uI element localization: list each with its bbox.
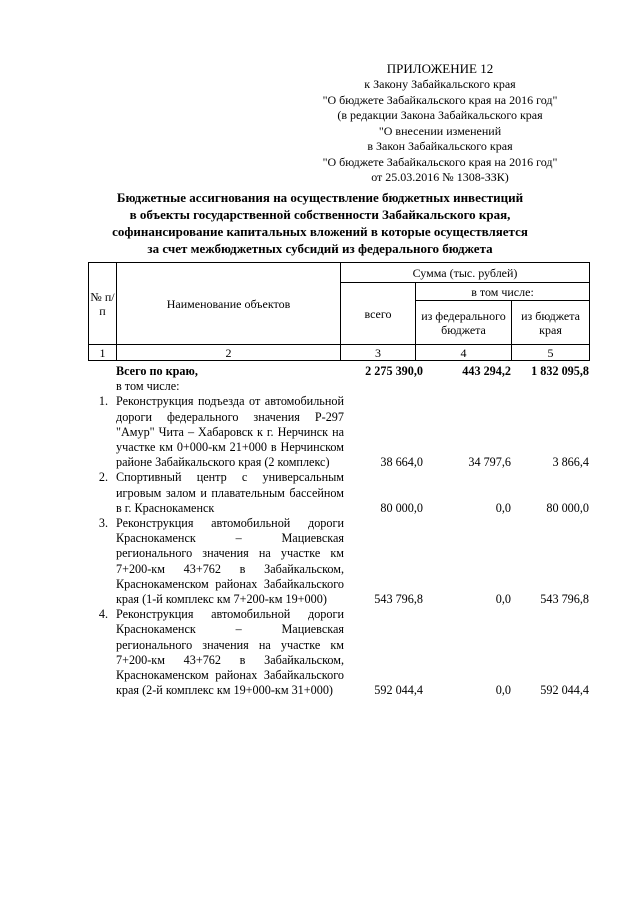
total-label: Всего по краю, — [116, 364, 198, 378]
appendix-line: "О бюджете Забайкальского края на 2016 год" — [322, 154, 558, 169]
appendix-line: "О бюджете Забайкальского края на 2016 год" — [322, 92, 558, 107]
table-row — [88, 470, 589, 516]
col-number: 3 — [341, 345, 416, 361]
row-federal: 0,0 — [495, 500, 511, 515]
row-federal: 0,0 — [495, 592, 511, 607]
total-row — [88, 364, 589, 379]
header-federal: из федерального бюджета — [416, 301, 512, 345]
heading-line: софинансирование капитальных вложений в которые осуществляется — [112, 224, 528, 239]
row-regional: 543 796,8 — [540, 592, 589, 607]
row-total: 80 000,0 — [380, 500, 423, 515]
row-number: 2. — [98, 470, 108, 485]
row-regional: 592 044,4 — [540, 683, 589, 698]
row-total: 592 044,4 — [374, 683, 423, 698]
appendix-line: в Закон Забайкальского края — [367, 139, 513, 153]
document-heading — [90, 189, 550, 257]
header-regional: из бюджета края — [512, 301, 590, 345]
row-federal: 34 797,6 — [468, 455, 511, 470]
table-row — [88, 394, 589, 470]
row-regional: 3 866,4 — [552, 455, 589, 470]
header-num: № п/п — [89, 263, 117, 345]
table-row — [88, 516, 589, 607]
heading-line: за счет межбюджетных субсидий из федерального бюджета — [147, 241, 493, 256]
row-name: Реконструкция автомобильной дороги Краснокаменск – Мациевская регионального значения на участке км 7+200-км 43+762 в Забайкальском, Краснокаменском районах Забайкальского края (1-й комплекс км 7+200-км 19+000) — [116, 516, 344, 607]
appendix-title: ПРИЛОЖЕНИЕ 12 — [386, 61, 494, 76]
header-including: в том числе: — [416, 283, 590, 301]
col-number: 2 — [117, 345, 341, 361]
total-federal: 443 294,2 — [462, 364, 511, 378]
row-name: Реконструкция автомобильной дороги Краснокаменск – Мациевская регионального значения на участке км 7+200-км 43+762 в Забайкальском, Краснокаменском районах Забайкальского края (2-й комплекс км 19+000-км 31+000) — [116, 607, 344, 698]
total-value: 2 275 390,0 — [365, 364, 423, 378]
table-header — [88, 262, 590, 361]
table-row — [88, 607, 589, 698]
header-total: всего — [341, 283, 416, 345]
row-total: 543 796,8 — [374, 592, 423, 607]
header-sum: Сумма (тыс. рублей) — [341, 263, 590, 283]
row-name: Спортивный центр с универсальным игровым залом и плавательным бассейном в г. Краснокаменск — [116, 470, 344, 515]
row-name: Реконструкция подъезда от автомобильной дороги федерального значения Р-297 "Амур" Чита – Хабаровск к г. Нерчинск на участке км 0+000-км 21+000 в Нерчинском районе Забайкальского края (2 комплекс) — [116, 394, 344, 470]
col-number: 1 — [89, 345, 117, 361]
col-number: 5 — [512, 345, 590, 361]
row-number: 1. — [98, 394, 108, 409]
heading-line: в объекты государственной собственности Забайкальского края, — [129, 207, 511, 222]
row-total: 38 664,0 — [380, 455, 423, 470]
row-number: 4. — [98, 607, 108, 622]
row-regional: 80 000,0 — [546, 500, 589, 515]
table-body — [88, 364, 589, 698]
header-name: Наименование объектов — [117, 263, 341, 345]
heading-line: Бюджетные ассигнования на осуществление бюджетных инвестиций — [116, 190, 524, 205]
row-number: 3. — [98, 516, 108, 531]
appendix-line: к Закону Забайкальского края — [364, 77, 516, 91]
row-federal: 0,0 — [495, 683, 511, 698]
appendix-line: "О внесении изменений — [378, 123, 502, 138]
total-regional: 1 832 095,8 — [531, 364, 589, 378]
appendix-line: от 25.03.2016 № 1308-ЗЗК) — [371, 170, 509, 184]
appendix-block — [290, 60, 590, 186]
including-label: в том числе: — [116, 379, 180, 394]
col-number: 4 — [416, 345, 512, 361]
appendix-line: (в редакции Закона Забайкальского края — [337, 108, 543, 122]
